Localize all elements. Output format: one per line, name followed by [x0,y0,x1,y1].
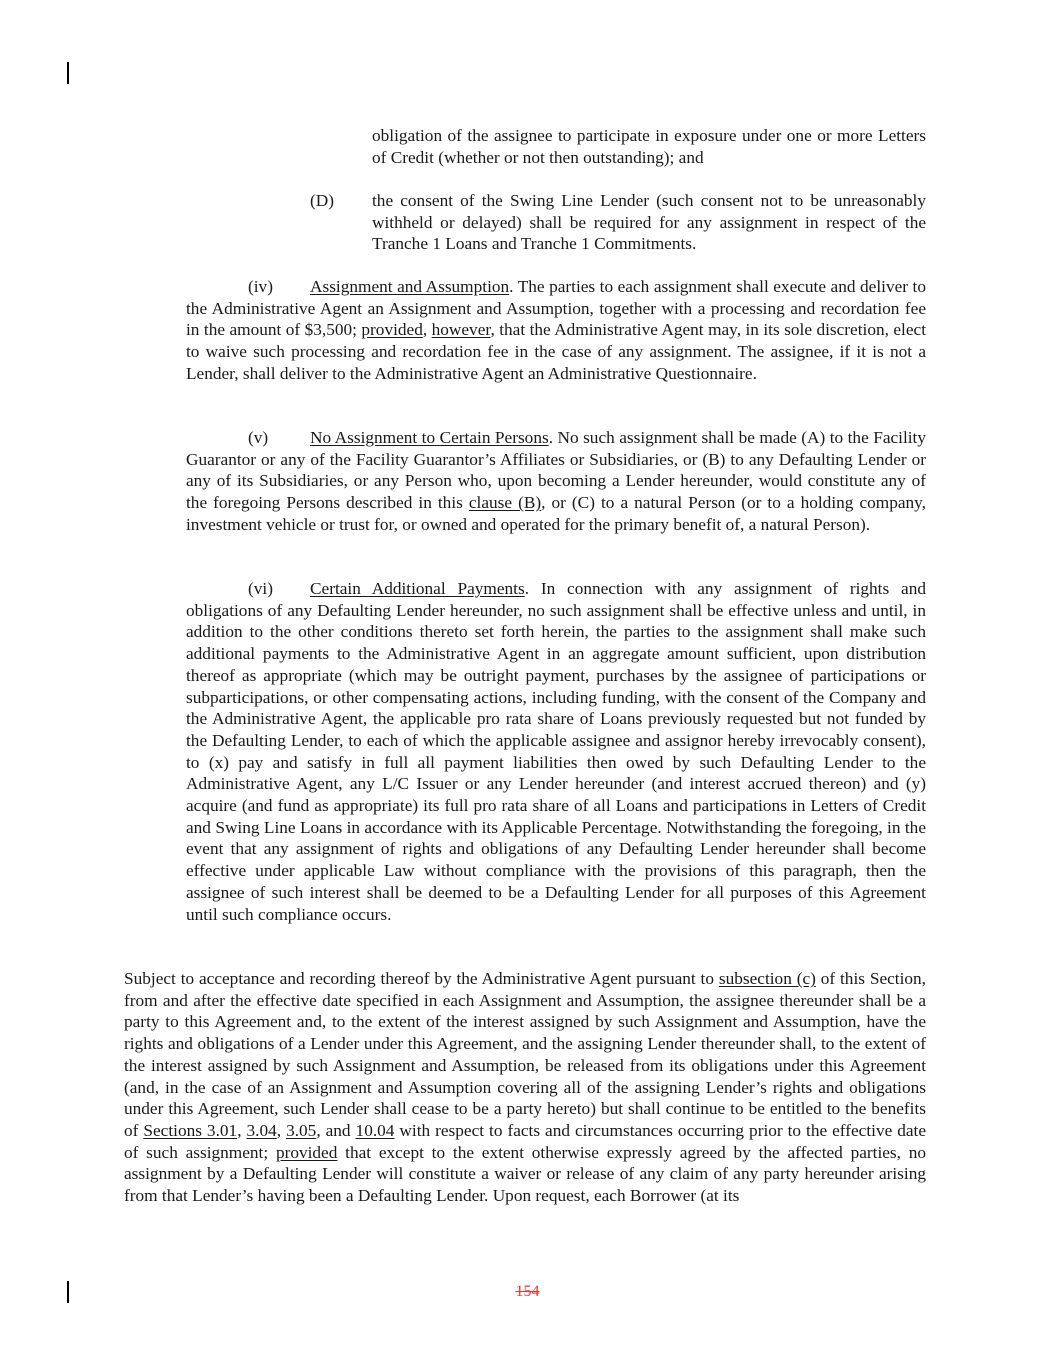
subsection-c-reference: subsection (c) [718,969,816,988]
clause-d-label: (D) [310,191,334,210]
clause-d-text: the consent of the Swing Line Lender (such consent not to be unreasonably withheld or delayed) shall be required for any assignment in respect of the Tranche 1 Loans and Tranche 1 Commitments. [372,191,926,254]
section-vi-number: (vi) [248,579,273,598]
section-iv-number: (iv) [248,277,273,296]
section-vi-heading: Certain Additional Payments [310,579,525,598]
section-3-04-reference: 3.04 [246,1120,277,1140]
sections-3-01-reference: Sections 3.01 [143,1120,238,1140]
provided-term: provided [275,1142,338,1162]
section-v-number: (v) [248,428,269,447]
however-term: however [431,320,491,340]
final-paragraph: Subject to acceptance and recording thereof by the Administrative Agent pursuant to subsection (c) of this Section, from and after the effective date specified in each Assignment and Assumption, the assignee thereunder shall be a party to this Agreement and, to the extent of the interest assigned by such Assignment and Assumption, have the rights and obligations of a Lender under this Agreement, and the assigning Lender thereunder shall, to the extent of the interest assigned by such Assignment and Assumption, be released from its obligations under this Agreement (and, in the case of an Assignment and Assumption covering all of the assigning Lender’s rights and obligations under this Agreement, such Lender shall cease to be a party hereto) but shall continue to be entitled to the benefits of Sections 3.01, 3.04, 3.05, and 10.04 with respect to facts and circumstances occurring prior to the effective date of such assignment; provided that except to the extent otherwise expressly agreed by the affected parties, no assignment by a Defaulting Lender will constitute a waiver or release of any claim of any party hereunder arising from that Lender’s having been a Defaulting Lender. Upon request, each Borrower (at its [124,969,927,1206]
clause-c-continuation: obligation of the assignee to participate in exposure under one or more Letters of Credit (whether or not then outstanding); and [372,126,926,167]
provided-term: provided [361,320,423,340]
change-bar-top [67,62,69,84]
clause-b-reference: clause (B) [468,493,542,513]
page-number: 154 [515,1283,540,1300]
section-vi: (vi) Certain Additional Payments. In connection with any assignment of rights and obligations of any Defaulting Lender hereunder, no such assignment shall be effective unless and until, in addition to the other conditions thereto set forth herein, the parties to the assignment shall make such additional payments to the Administrative Agent in an aggregate amount sufficient, upon distribution thereof as appropriate (which may be outright payment, purchases by the assignee of participations or subparticipations, or other compensating actions, including funding, with the consent of the Company and the Administrative Agent, the applicable pro rata share of Loans previously requested but not funded by the Defaulting Lender, to each of which the applicable assignee and assignor hereby irrevocably consent), to (x) pay and satisfy in full all payment liabilities then owed by such Defaulting Lender to the Administrative Agent, any L/C Issuer or any Lender hereunder (and interest accrued thereon) and (y) acquire (and fund as appropriate) its full pro rata share of all Loans and participations in Letters of Credit and Swing Line Loans in accordance with its Applicable Percentage. Notwithstanding the foregoing, in the event that any assignment of rights and obligations of any Defaulting Lender hereunder shall become effective under applicable Law without compliance with the provisions of this paragraph, then the assignee of such interest shall be deemed to be a Defaulting Lender for all purposes of this Agreement until such compliance occurs. [186,579,926,924]
section-v-heading: No Assignment to Certain Persons [310,428,549,447]
section-v: (v) No Assignment to Certain Persons. No such assignment shall be made (A) to the Facility Guarantor or any of the Facility Guarantor’s Affiliates or Subsidiaries, or (B) to any Defaulting Lender or any of its Subsidiaries, or any Person who, upon becoming a Lender hereunder, would constitute any of the foregoing Persons described in this clause (B), or (C) to a natural Person (or to a holding company, investment vehicle or trust for, or owned and operated for the primary benefit of, a natural Person). [186,428,927,534]
section-iv-heading: Assignment and Assumption [310,277,510,296]
section-iv: (iv) Assignment and Assumption. The parties to each assignment shall execute and deliver to the Administrative Agent an Assignment and Assumption, together with a processing and recordation fee in the amount of $3,500; provided, however, that the Administrative Agent may, in its sole discretion, elect to waive such processing and recordation fee in the case of any assignment. The assignee, if it is not a Lender, shall deliver to the Administrative Agent an Administrative Questionnaire. [186,277,926,383]
section-10-04-reference: 10.04 [355,1120,395,1140]
section-3-05-reference: 3.05 [286,1120,317,1140]
